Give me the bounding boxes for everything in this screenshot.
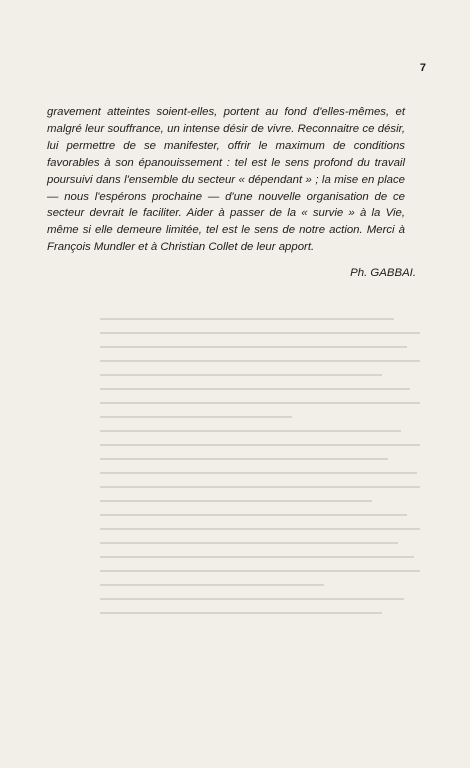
body-paragraph [47, 104, 405, 256]
paragraph-text: gravement atteintes soient-elles, portent au fond d'elles-mêmes, et malgré leur souffrance, un intense désir de vivre. Reconnaitre ce désir, lui permettre de se manifester, offrir le maximum de conditions favorables à son épanouissement : tel est le sens profond du travail poursuivi dans l'ensemble du secteur « dépendant » ; la mise en place — nous l'espérons prochaine — d'une nouvelle organisation de ce secteur devrait le faciliter. Aider à passer de la « survie » à la Vie, même si elle demeure limitée, tel est le sens de notre action. Merci à François Mundler et à Christian Collet de leur apport. [47, 106, 405, 254]
show-through-text [100, 318, 420, 648]
author-signature: Ph. GABBAI. [350, 267, 416, 279]
page-number: 7 [419, 62, 426, 74]
